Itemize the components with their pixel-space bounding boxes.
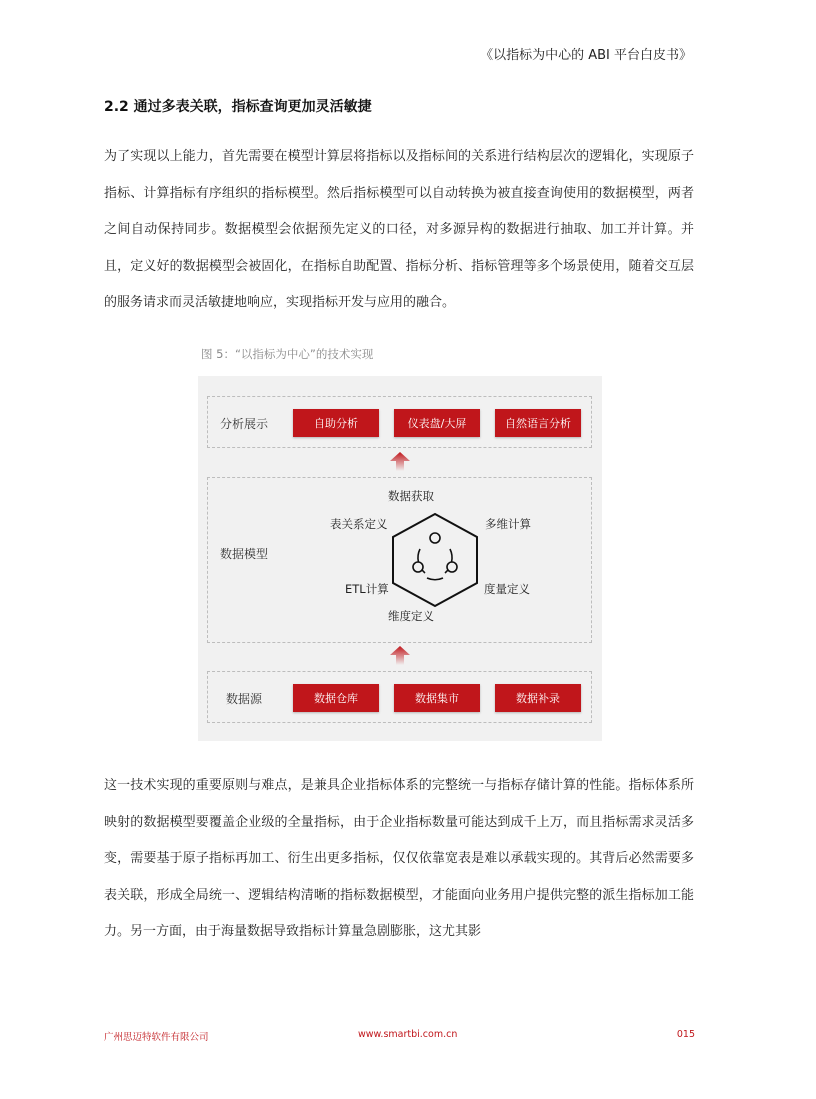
hex-label-etl-calc: ETL计算 xyxy=(345,582,389,596)
hex-label-measure-def: 度量定义 xyxy=(484,582,530,596)
up-arrow-icon xyxy=(389,644,411,666)
layer-label-data-model: 数据模型 xyxy=(220,547,269,561)
analysis-display-layer xyxy=(207,396,592,448)
document-title: 《以指标为中心的 ABI 平台白皮书》 xyxy=(480,48,692,63)
page-number: 015 xyxy=(676,1029,695,1040)
paragraph-principles: 这一技术实现的重要原则与难点，是兼具企业指标体系的完整统一与指标存储计算的性能。指标体系所映射的数据模型要覆盖企业级的全量指标，由于企业指标数量可能达到成千上万，而且指标需求灵活多变，需要基于原子指标再加工、衍生出更多指标，仅仅依靠宽表是难以承载实现的。其背后必然需要多表关联，形成全局统一、逻辑结构清晰的指标数据模型，才能面向业务用户提供完整的派生指标加工能力。另一方面，由于海量数据导致指标计算量急剧膨胀，这尤其影 xyxy=(104,778,694,939)
self-service-analysis-box: 自助分析 xyxy=(293,409,379,437)
data-mart-box: 数据集市 xyxy=(394,684,480,712)
data-model-layer xyxy=(207,477,592,643)
data-warehouse-box: 数据仓库 xyxy=(293,684,379,712)
data-source-layer xyxy=(207,671,592,723)
layer-label-data-source: 数据源 xyxy=(226,692,263,706)
paragraph-intro: 为了实现以上能力，首先需要在模型计算层将指标以及指标间的关系进行结构层次的逻辑化，实现原子指标、计算指标有序组织的指标模型。然后指标模型可以自动转换为被直接查询使用的数据模型，两者之间自动保持同步。数据模型会依据预先定义的口径，对多源异构的数据进行抽取、加工并计算。并且，定义好的数据模型会被固化，在指标自助配置、指标分析、指标管理等多个场景使用，随着交互层的服务请求而灵活敏捷地响应，实现指标开发与应用的融合。 xyxy=(104,149,694,310)
footer-company: 广州思迈特软件有限公司 xyxy=(104,1032,209,1043)
layer-label-analysis: 分析展示 xyxy=(220,417,269,431)
section-heading: 2.2 通过多表关联，指标查询更加灵活敏捷 xyxy=(104,99,372,115)
dashboard-box: 仪表盘/大屏 xyxy=(394,409,480,437)
hex-label-multidim-calc: 多维计算 xyxy=(485,517,531,531)
footer-website-link[interactable]: www.smartbi.com.cn xyxy=(358,1029,458,1040)
hex-label-table-relation: 表关系定义 xyxy=(330,517,388,531)
nl-analysis-box: 自然语言分析 xyxy=(495,409,581,437)
architecture-figure xyxy=(198,376,602,741)
data-entry-box: 数据补录 xyxy=(495,684,581,712)
hex-label-dimension-def: 维度定义 xyxy=(388,609,434,623)
figure-caption: 图 5：“以指标为中心”的技术实现 xyxy=(201,347,374,361)
up-arrow-icon xyxy=(389,450,411,472)
hex-label-data-acquisition: 数据获取 xyxy=(388,489,434,503)
